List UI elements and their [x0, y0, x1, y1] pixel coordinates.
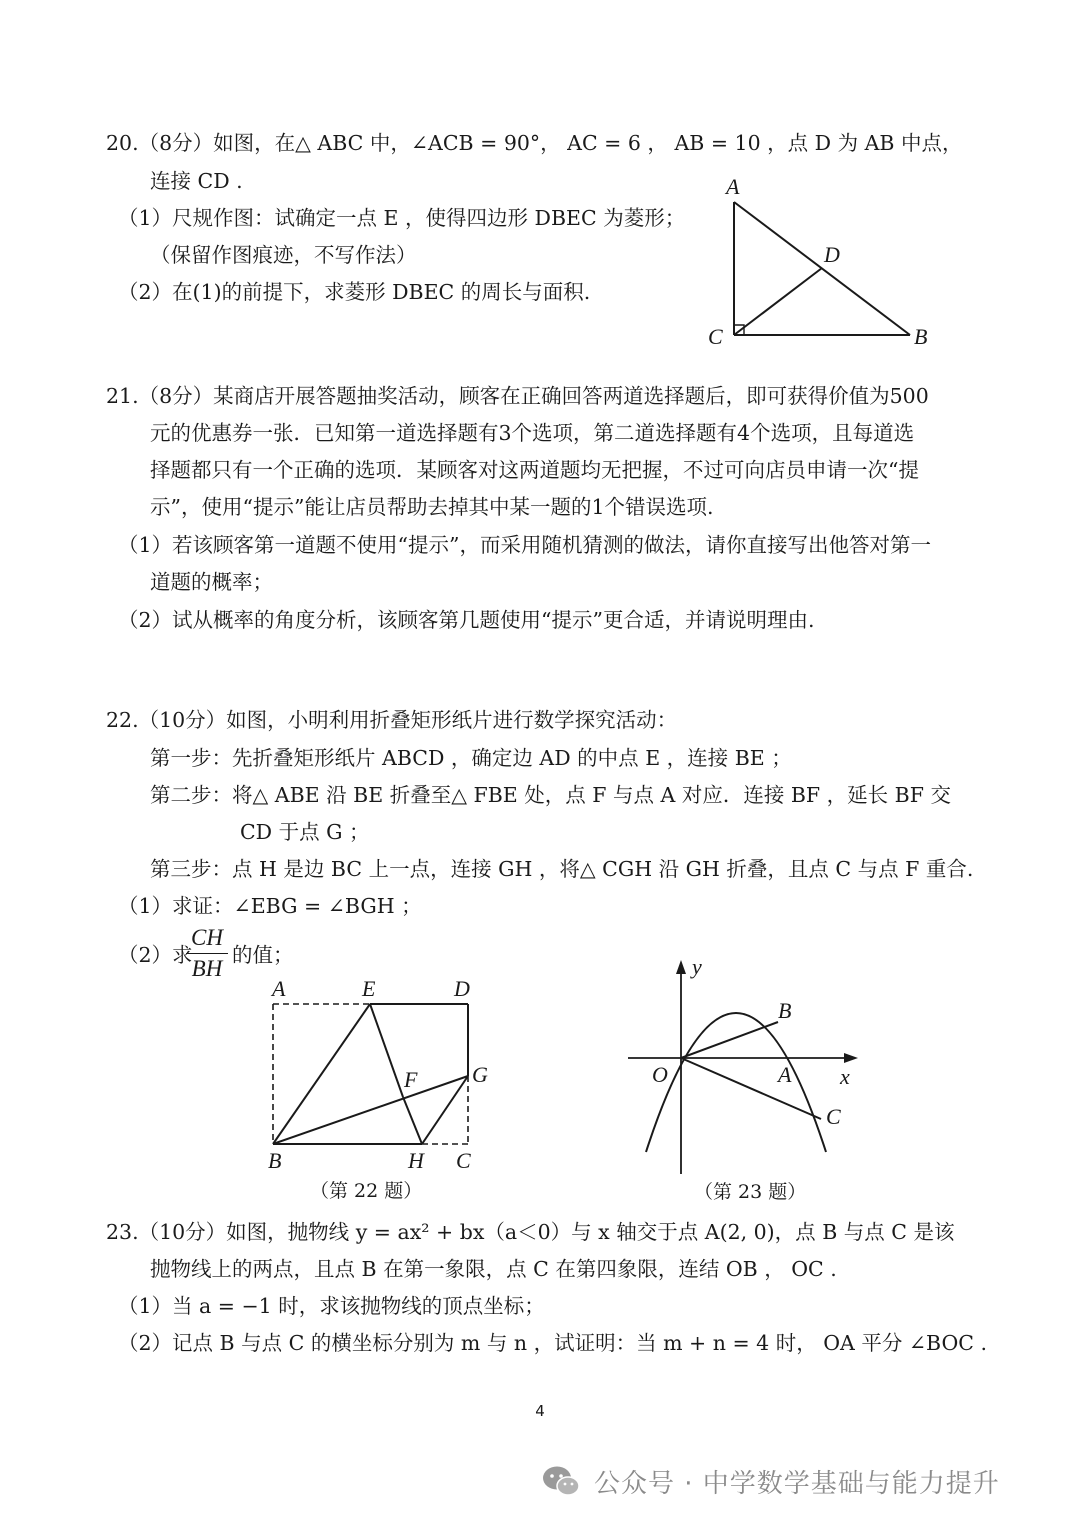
- q23-label-x: x: [840, 1064, 850, 1089]
- q21-part-2: （2）试从概率的角度分析，该顾客第几题使用“提示”更合适，并请说明理由.: [118, 608, 815, 632]
- q22-label-d: D: [454, 976, 470, 1001]
- q23-part-1: （1）当 a = −1 时，求该抛物线的顶点坐标；: [118, 1294, 545, 1318]
- q22-rectangle-figure: [250, 972, 510, 1207]
- q22-label-a: A: [272, 976, 286, 1001]
- q21-part-1-cont: 道题的概率；: [150, 570, 273, 594]
- wechat-icon: [540, 1463, 584, 1499]
- q22-line-1: 22.（10分）如图，小明利用折叠矩形纸片进行数学探究活动：: [106, 708, 678, 732]
- q22-label-h: H: [408, 1148, 424, 1173]
- q23-line-1: 23.（10分）如图，抛物线 y = ax² + bx（a＜0）与 x 轴交于点 A(2, 0)，点 B 与点 C 是该: [106, 1220, 955, 1244]
- q21-line-2: 元的优惠券一张．已知第一道选择题有3个选项，第二道选择题有4个选项，且每道选: [150, 421, 915, 445]
- watermark: [540, 1460, 1000, 1502]
- q20-label-a: A: [726, 174, 740, 199]
- q20-label-b: B: [914, 324, 928, 349]
- q22-step-2: 第二步：将△ ABE 沿 BE 折叠至△ FBE 处，点 F 与点 A 对应．连接 BF ，延长 BF 交: [150, 783, 951, 807]
- q20-part-2: （2）在(1)的前提下，求菱形 DBEC 的周长与面积.: [118, 280, 591, 304]
- q20-triangle-figure: [690, 170, 950, 360]
- q22-step-2-cont: CD 于点 G ；: [240, 820, 370, 844]
- q20-label-c: C: [708, 324, 723, 349]
- q22-label-f: F: [404, 1067, 418, 1092]
- q23-label-o: O: [652, 1062, 668, 1087]
- q23-label-a: A: [778, 1062, 792, 1087]
- q22-label-c: C: [456, 1148, 471, 1173]
- watermark-text: 公众号 · 中学数学基础与能力提升: [594, 1468, 1000, 1499]
- q23-label-y: y: [692, 954, 702, 979]
- q20-label-d: D: [824, 242, 840, 267]
- q23-label-b: B: [778, 998, 792, 1023]
- q23-line-2: 抛物线上的两点，且点 B 在第一象限，点 C 在第四象限，连结 OB ， OC .: [150, 1257, 837, 1281]
- q23-caption: （第 23 题）: [694, 1181, 807, 1203]
- q22-step-1: 第一步：先折叠矩形纸片 ABCD ，确定边 AD 的中点 E ，连接 BE ；: [150, 746, 792, 770]
- q22-fraction: [186, 924, 228, 983]
- q23-part-2: （2）记点 B 与点 C 的横坐标分别为 m 与 n ，试证明：当 m + n = 4 时， OA 平分 ∠BOC .: [118, 1331, 988, 1355]
- q21-line-1: 21.（8分）某商店开展答题抽奖活动，顾客在正确回答两道选择题后，即可获得价值为500: [106, 384, 929, 408]
- q20-line-1: 20.（8分）如图，在△ ABC 中，∠ACB = 90°， AC = 6 ， AB = 10 ，点 D 为 AB 中点，: [106, 131, 963, 155]
- q22-part-2-prefix: （2）求: [118, 943, 193, 967]
- q23-parabola-figure: [620, 954, 880, 1209]
- q22-label-e: E: [362, 976, 376, 1001]
- q21-line-4: 示”，使用“提示”能让店员帮助去掉其中某一题的1个错误选项.: [150, 495, 714, 519]
- fraction-numerator: CH: [191, 925, 223, 950]
- q20-part-1-note: （保留作图痕迹，不写作法）: [150, 243, 417, 267]
- q22-label-b: B: [268, 1148, 282, 1173]
- page-number: 4: [535, 1402, 545, 1420]
- q22-part-1: （1）求证：∠EBG = ∠BGH ；: [118, 894, 422, 918]
- fraction-denominator: BH: [191, 956, 223, 981]
- q23-label-c: C: [826, 1104, 841, 1129]
- q22-label-g: G: [472, 1062, 488, 1087]
- q20-line-2: 连接 CD .: [150, 169, 243, 193]
- q22-caption: （第 22 题）: [310, 1180, 423, 1202]
- q21-line-3: 择题都只有一个正确的选项．某顾客对这两道题均无把握，不过可向店员申请一次“提: [150, 458, 919, 482]
- q21-part-1: （1）若该顾客第一道题不使用“提示”，而采用随机猜测的做法，请你直接写出他答对第一: [118, 533, 932, 557]
- q22-step-3: 第三步：点 H 是边 BC 上一点，连接 GH ，将△ CGH 沿 GH 折叠，且点 C 与点 F 重合.: [150, 857, 974, 881]
- q22-part-2-suffix: 的值；: [232, 943, 294, 967]
- q20-part-1: （1）尺规作图：试确定一点 E ，使得四边形 DBEC 为菱形；: [118, 206, 686, 230]
